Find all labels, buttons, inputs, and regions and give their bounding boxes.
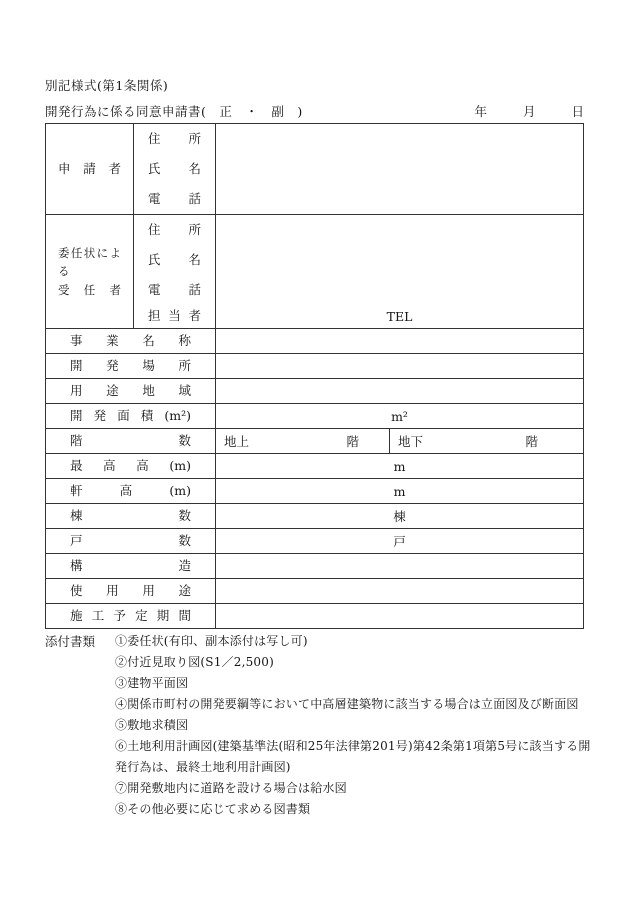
delegate-entry-area (216, 215, 583, 328)
attachments-section (45, 631, 599, 820)
row-unit-count (46, 528, 583, 553)
attachments-label: 添付書類 (45, 634, 96, 649)
attachment-item-4: ④関係市町村の開発要綱等において中高層建築物に該当する場合は立面図及び断面図 (115, 697, 579, 711)
date-day-label: 日 (571, 104, 584, 119)
row-zoning-district (46, 378, 583, 403)
applicant-field-labels (134, 124, 216, 214)
row-eaves-height (46, 478, 583, 503)
delegate-name-label: 氏名 (148, 252, 201, 268)
applicant-entry-area (216, 124, 583, 214)
delegate-address-label: 住所 (148, 222, 201, 238)
attachment-item-1: ①委任状(有印、副本添付は写し可) (115, 634, 308, 648)
row-structure (46, 553, 583, 578)
floors-above-cell (216, 429, 390, 453)
floors-above-unit: 階 (346, 434, 359, 449)
attachment-item-6: ⑥土地利用計画図(建築基準法(昭和25年法律第201号)第42条第1項第5号に該当する開発行為は、最終土地利用計画図) (115, 739, 591, 774)
development-site-value (216, 354, 583, 378)
row-building-count (46, 503, 583, 528)
date-year-label: 年 (474, 104, 487, 119)
construction-period-label: 施工予定期間 (70, 608, 191, 624)
attachment-item-3: ③建物平面図 (115, 676, 189, 690)
development-area-label: 開発面積(m²) (70, 408, 191, 424)
delegate-contact-label: 担当者 (148, 308, 201, 324)
row-intended-use (46, 578, 583, 603)
delegate-block (46, 214, 583, 328)
row-construction-period (46, 603, 583, 628)
attachment-item-5: ⑤敷地求積図 (115, 718, 189, 732)
structure-label: 構造 (70, 558, 191, 574)
attachment-item-2: ②付近見取り図(S1／2,500) (115, 655, 274, 669)
attachments-list (115, 631, 599, 820)
row-floors (46, 428, 583, 453)
delegate-field-labels (134, 215, 216, 328)
floors-below-label: 地下 (398, 434, 424, 449)
row-development-site (46, 353, 583, 378)
unit-count-label: 戸数 (70, 533, 191, 549)
date-line (474, 102, 586, 120)
applicant-block (46, 124, 583, 214)
applicant-header-cell (46, 124, 134, 214)
structure-value (216, 554, 583, 578)
applicant-address-label: 住所 (148, 131, 201, 147)
row-development-area (46, 403, 583, 428)
development-site-label: 開発場所 (70, 358, 191, 374)
floors-below-cell (390, 429, 583, 453)
max-height-label: 最高高(m) (70, 458, 191, 474)
attachment-item-7: ⑦開発敷地内に道路を設ける場合は給水図 (115, 781, 347, 795)
attachment-item-8: ⑧その他必要に応じて求める図書類 (115, 802, 311, 816)
applicant-phone-label: 電話 (148, 191, 201, 207)
delegate-header-cell (46, 215, 134, 328)
delegate-phone-label: 電話 (148, 281, 201, 297)
project-name-value (216, 329, 583, 353)
unit-count-unit: 戸 (393, 534, 406, 549)
zoning-district-value (216, 379, 583, 403)
max-height-unit: m (393, 458, 406, 474)
application-form-table (45, 123, 584, 629)
eaves-height-unit: m (393, 483, 406, 499)
eaves-height-label: 軒高(m) (70, 483, 191, 499)
building-count-unit: 棟 (393, 509, 406, 524)
applicant-name-label: 氏名 (148, 161, 201, 177)
project-name-label: 事業名称 (70, 333, 191, 349)
delegate-label-line2: 受任者 (58, 282, 121, 297)
row-max-height (46, 453, 583, 478)
intended-use-value (216, 579, 583, 603)
document-title: 開発行為に係る同意申請書( 正 ・ 副 ) (45, 104, 303, 119)
delegate-tel-label: TEL (386, 308, 413, 324)
row-project-name (46, 328, 583, 353)
delegate-label-line1: 委任状による (58, 245, 121, 279)
floors-below-unit: 階 (525, 434, 538, 449)
construction-period-value (216, 604, 583, 628)
intended-use-label: 使用用途 (70, 583, 191, 599)
development-area-unit: m² (391, 408, 408, 424)
floors-above-label: 地上 (224, 434, 250, 449)
building-count-label: 棟数 (70, 508, 191, 524)
form-style-note: 別記様式(第1条関係) (45, 78, 169, 93)
zoning-district-label: 用途地域 (70, 383, 191, 399)
title-row (45, 102, 586, 120)
date-month-label: 月 (522, 104, 536, 119)
floors-label: 階数 (70, 433, 191, 449)
applicant-label: 申請者 (58, 161, 121, 177)
